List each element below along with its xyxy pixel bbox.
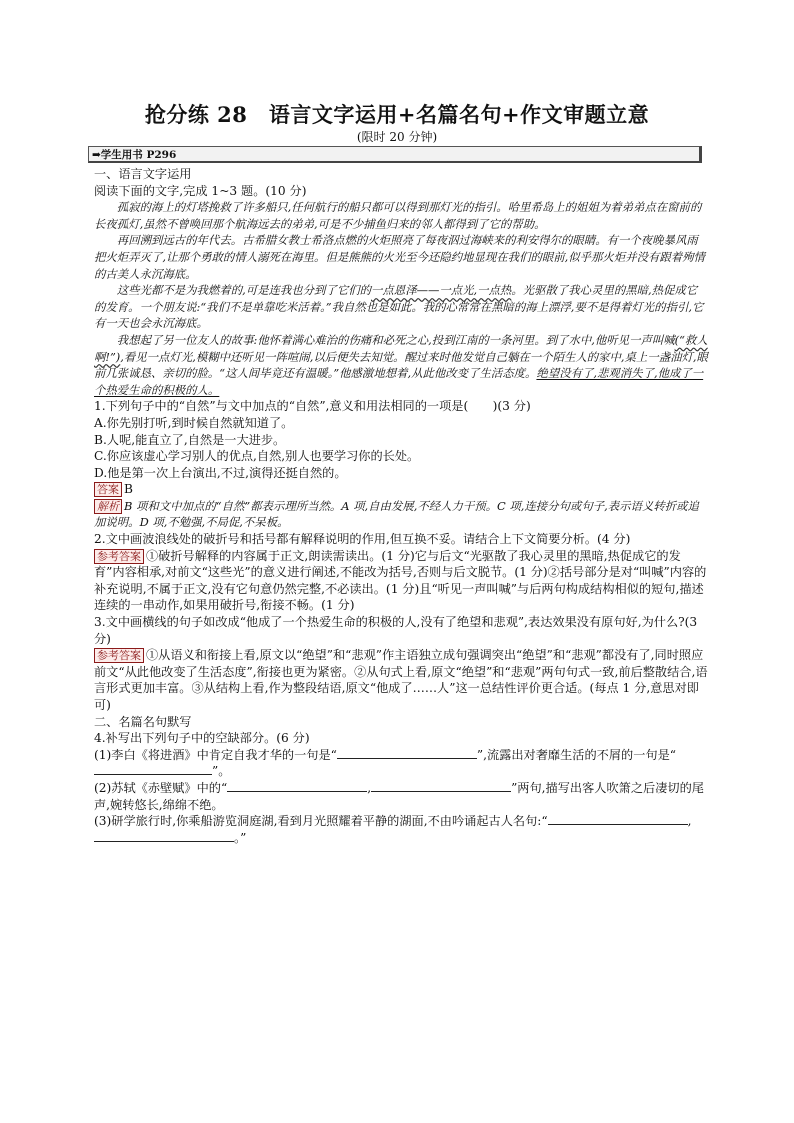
answer-tag: 答案	[94, 482, 122, 497]
q1-option-a: A.你先别打听,到时候自然就知道了。	[94, 415, 294, 430]
q1-stem: 1.下列句子中的“自然”与文中加点的“自然”,意义和用法相同的一项是( )(3 分)	[94, 399, 531, 414]
para4-text-b: ,看见一点灯光,模糊中还听见一阵喧闹,以后便失去知觉。醒过来时他发觉自己躺在一个陌生人的家中,桌上一盏油灯,眼前几张诚恳、亲切的脸。“这人间毕竟还有温暖。”他感激地想着,从此他改变了生活态度。	[94, 349, 708, 381]
q4-1-text-b: ”,流露出对奢靡生活的不屑的一句是“	[476, 747, 677, 762]
underlined-sentence: 绝望没有了,悲观消失了,他成了一个热爱生命的积极的人。	[94, 366, 704, 397]
q1-analysis	[94, 498, 708, 531]
q1-analysis-text: B 项和文中加点的“自然”都表示理所当然。A 项,自由发展,不经人力干预。C 项,连接分句或句子,表示语义转折或追加说明。D 项,不勉强,不局促,不呆板。	[94, 498, 699, 530]
q1-answer	[94, 481, 708, 498]
para3-text-a: 这些光都不是为我燃着的,可是连我也分到了它们的	[116, 283, 372, 298]
wavy-bracket-phrase: (“救人啊!”)	[94, 332, 708, 364]
passage-para-2: 再回溯到远古的年代去。古希腊女教士希洛点燃的火炬照亮了每夜泅过海峡来的利安得尔的眼睛。有一个夜晚暴风雨把火炬弄灭了,让那个勇敢的情人溺死在海里。但是熊熊的火光至今还隐约地显现在我们的眼前,似乎那火炬并没有跟着殉情的古美人永沉海底。	[94, 233, 705, 281]
reference-answer-tag: 参考答案	[94, 648, 144, 663]
q4-item-1	[94, 747, 708, 780]
q4-3-text-b: ,	[687, 814, 692, 829]
q1-option-c: C.你应该虚心学习别人的优点,自然,别人也要学习你的长处。	[94, 449, 420, 464]
passage-para-1: 孤寂的海上的灯塔挽救了许多船只,任何航行的船只都可以得到那灯光的指引。哈里希岛上的姐姐为着弟弟点在窗前的长夜孤灯,虽然不曾唤回那个航海远去的弟弟,可是不少捕鱼归来的邻人都得到了它的帮助。	[94, 200, 702, 231]
q4-stem: 4.补写出下列句子中的空缺部分。(6 分)	[94, 731, 310, 746]
q4-2-text-c: ”两句,描写出客人吹箫之后凄切的尾声,婉转悠长,绵绵不绝。	[94, 780, 704, 812]
q3-stem: 3.文中画横线的句子如改成“他成了一个热爱生命的积极的人,没有了绝望和悲观”,表达效果没有原句好,为什么?(3 分)	[94, 615, 698, 646]
fill-blank[interactable]	[337, 747, 477, 759]
q3-answer-text: ①从语义和衔接上看,原文以“绝望”和“悲观”作主语独立成句强调突出“绝望”和“悲观”都没有了,同时照应前文“从此他改变了生活态度”,衔接也更为紧密。②从句式上看,原文“绝望”和“悲观”两句句式一致,前后整散结合,语言形式更加丰富。③从结构上看,作为整段结语,原文“他成了……人”这一总结性评价更合适。(每点 1 分,意思对即可)	[94, 648, 708, 712]
q1-option-b: B.人呢,能直立了,自然是一大进步。	[94, 432, 286, 447]
section1-heading: 一、语言文字运用	[94, 167, 192, 181]
analysis-tag: 解析	[94, 499, 122, 514]
q4-item-2	[94, 780, 708, 813]
main-content	[94, 166, 708, 846]
fill-blank[interactable]	[371, 780, 511, 792]
para3-text-b: 。光驱散了我心灵里的黑暗,热促成它的发育。一个朋友说:“我们不是单靠吃米活着。”我自然也是如此。我的心常常在黑暗的海上漂浮,要不是得着灯光的指引,它有一天也会永沉海底。	[94, 283, 704, 331]
wavy-dash-phrase: 一点恩泽——一点光,一点热	[371, 283, 512, 298]
q1-answer-value: B	[124, 482, 133, 497]
reference-answer-tag: 参考答案	[94, 549, 144, 564]
fill-blank[interactable]	[548, 813, 688, 825]
q4-3-text-a: (3)研学旅行时,你乘船游览洞庭湖,看到月光照耀着平静的湖面,不由吟诵起古人名句:“	[94, 814, 548, 829]
q4-2-text-b: ,	[367, 780, 372, 795]
q1-option-d: D.他是第一次上台演出,不过,演得还挺自然的。	[94, 465, 347, 480]
q3-answer	[94, 647, 708, 713]
q2-stem: 2.文中画波浪线处的破折号和括号都有解释说明的作用,但互换不妥。请结合上下文简要分析。(4 分)	[94, 532, 631, 547]
para4-text-a: 我想起了另一位友人的故事:他怀着满心难治的伤痛和必死之心,投到江南的一条河里。到了水中,他听见一声叫喊	[116, 332, 675, 347]
passage-para-4	[94, 332, 708, 398]
student-book-bar: ➡学生用书 P296	[88, 146, 702, 163]
q2-answer-text: ①破折号解释的内容属于正文,朗读需读出。(1 分)它与后文“光驱散了我心灵里的黑暗,热促成它的发育”内容相承,对前文“这些光”的意义进行阐述,不能改为括号,否则与后文脱节。(1 分)②括号部分是对“叫喊”内容的补充说明,不属于正文,没有它句意仍然完整,不必读出。(1 分)且“听见一声叫喊”与后两句构成结构相似的短句,描述连续的一串动作,如果用破折号,衔接不畅。(1 分)	[94, 548, 707, 613]
q4-3-text-c: 。”	[234, 830, 247, 845]
page-title: 抢分练 28 语言文字运用+名篇名句+作文审题立意	[144, 102, 650, 127]
q4-2-text-a: (2)苏轼《赤壁赋》中的“	[94, 780, 228, 795]
q4-1-text-a: (1)李白《将进酒》中肯定自我才华的一句是“	[94, 747, 337, 762]
fill-blank[interactable]	[94, 830, 234, 842]
time-limit: (限时 20 分钟)	[356, 130, 438, 144]
q4-1-text-c: ”。	[212, 764, 231, 779]
section2-heading: 二、名篇名句默写	[94, 714, 192, 729]
passage-para-3	[94, 282, 708, 332]
fill-blank[interactable]	[94, 763, 212, 775]
q4-item-3	[94, 813, 708, 846]
fill-blank[interactable]	[227, 780, 367, 792]
reading-intro: 阅读下面的文字,完成 1~3 题。(10 分)	[94, 183, 307, 198]
q2-answer	[94, 548, 708, 614]
